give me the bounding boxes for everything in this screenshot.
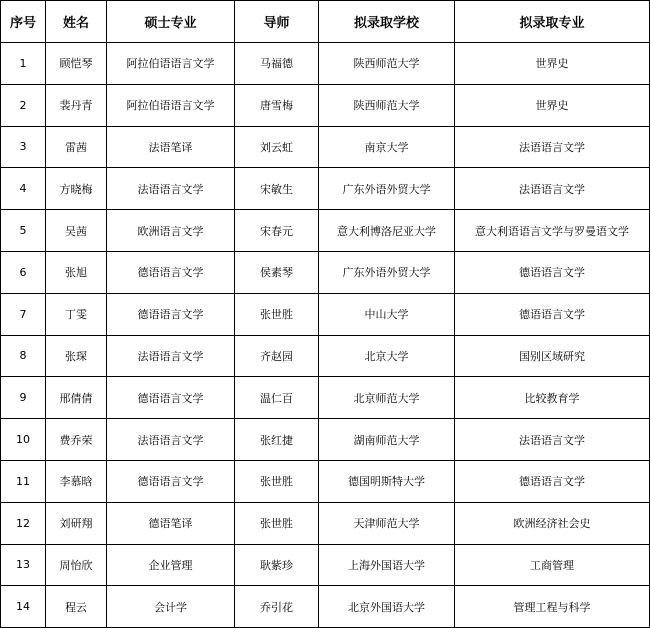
cell-index: 3 — [1, 126, 46, 168]
cell-name: 费乔荣 — [46, 419, 107, 461]
cell-admit-major: 欧洲经济社会史 — [455, 502, 650, 544]
cell-index: 8 — [1, 335, 46, 377]
cell-advisor: 温仁百 — [235, 377, 319, 419]
cell-admit-school: 上海外国语大学 — [319, 544, 455, 586]
cell-advisor: 张世胜 — [235, 460, 319, 502]
table-row — [1, 460, 650, 502]
cell-admit-school: 湖南师范大学 — [319, 419, 455, 461]
cell-master-major: 法语语言文学 — [107, 419, 235, 461]
cell-name: 邢倩倩 — [46, 377, 107, 419]
cell-admit-school: 北京外国语大学 — [319, 586, 455, 628]
cell-admit-school: 广东外语外贸大学 — [319, 251, 455, 293]
cell-index: 5 — [1, 210, 46, 252]
cell-index: 10 — [1, 419, 46, 461]
table-body — [1, 43, 650, 628]
cell-admit-major: 德语语言文学 — [455, 251, 650, 293]
cell-advisor: 张红捷 — [235, 419, 319, 461]
table-row — [1, 502, 650, 544]
cell-advisor: 侯素琴 — [235, 251, 319, 293]
cell-master-major: 德语语言文学 — [107, 251, 235, 293]
cell-master-major: 德语语言文学 — [107, 293, 235, 335]
cell-name: 周怡欣 — [46, 544, 107, 586]
cell-index: 12 — [1, 502, 46, 544]
cell-name: 裴丹青 — [46, 84, 107, 126]
cell-admit-major: 国别区域研究 — [455, 335, 650, 377]
header-master-major: 硕士专业 — [107, 1, 235, 43]
cell-admit-school: 德国明斯特大学 — [319, 460, 455, 502]
cell-advisor: 唐雪梅 — [235, 84, 319, 126]
cell-name: 吴茜 — [46, 210, 107, 252]
cell-index: 2 — [1, 84, 46, 126]
cell-name: 雷茜 — [46, 126, 107, 168]
cell-admit-school: 北京师范大学 — [319, 377, 455, 419]
cell-name: 刘研翔 — [46, 502, 107, 544]
header-index: 序号 — [1, 1, 46, 43]
cell-name: 张琛 — [46, 335, 107, 377]
cell-admit-major: 德语语言文学 — [455, 293, 650, 335]
cell-admit-school: 意大利博洛尼亚大学 — [319, 210, 455, 252]
table-row — [1, 251, 650, 293]
cell-admit-major: 工商管理 — [455, 544, 650, 586]
cell-master-major: 法语语言文学 — [107, 168, 235, 210]
cell-master-major: 法语语言文学 — [107, 335, 235, 377]
header-admit-major: 拟录取专业 — [455, 1, 650, 43]
cell-admit-major: 法语语言文学 — [455, 419, 650, 461]
cell-admit-major: 意大利语语言文学与罗曼语文学 — [455, 210, 650, 252]
table-row — [1, 544, 650, 586]
cell-admit-school: 陕西师范大学 — [319, 43, 455, 85]
cell-master-major: 欧洲语言文学 — [107, 210, 235, 252]
cell-name: 程云 — [46, 586, 107, 628]
cell-name: 方晓梅 — [46, 168, 107, 210]
cell-advisor: 刘云虹 — [235, 126, 319, 168]
cell-index: 13 — [1, 544, 46, 586]
cell-advisor: 齐赵园 — [235, 335, 319, 377]
cell-index: 6 — [1, 251, 46, 293]
cell-admit-major: 德语语言文学 — [455, 460, 650, 502]
cell-master-major: 德语语言文学 — [107, 377, 235, 419]
cell-master-major: 德语笔译 — [107, 502, 235, 544]
table-row — [1, 210, 650, 252]
header-advisor: 导师 — [235, 1, 319, 43]
cell-index: 7 — [1, 293, 46, 335]
cell-advisor: 宋春元 — [235, 210, 319, 252]
table-row — [1, 586, 650, 628]
cell-advisor: 张世胜 — [235, 502, 319, 544]
cell-name: 张旭 — [46, 251, 107, 293]
cell-admit-major: 管理工程与科学 — [455, 586, 650, 628]
cell-index: 4 — [1, 168, 46, 210]
cell-admit-major: 比较教育学 — [455, 377, 650, 419]
cell-master-major: 阿拉伯语语言文学 — [107, 84, 235, 126]
cell-admit-school: 南京大学 — [319, 126, 455, 168]
cell-name: 李慕晗 — [46, 460, 107, 502]
table-row — [1, 335, 650, 377]
cell-advisor: 宋敏生 — [235, 168, 319, 210]
cell-master-major: 阿拉伯语语言文学 — [107, 43, 235, 85]
cell-advisor: 张世胜 — [235, 293, 319, 335]
cell-name: 丁雯 — [46, 293, 107, 335]
cell-name: 顾恺琴 — [46, 43, 107, 85]
cell-index: 1 — [1, 43, 46, 85]
cell-master-major: 会计学 — [107, 586, 235, 628]
cell-admit-major: 世界史 — [455, 84, 650, 126]
cell-advisor: 马福德 — [235, 43, 319, 85]
table-row — [1, 126, 650, 168]
cell-index: 14 — [1, 586, 46, 628]
cell-master-major: 德语语言文学 — [107, 460, 235, 502]
table-row — [1, 43, 650, 85]
table-row — [1, 293, 650, 335]
cell-admit-school: 中山大学 — [319, 293, 455, 335]
cell-admit-school: 北京大学 — [319, 335, 455, 377]
cell-admit-school: 广东外语外贸大学 — [319, 168, 455, 210]
header-admit-school: 拟录取学校 — [319, 1, 455, 43]
cell-admit-school: 天津师范大学 — [319, 502, 455, 544]
cell-master-major: 企业管理 — [107, 544, 235, 586]
table-row — [1, 419, 650, 461]
header-row — [1, 1, 650, 43]
cell-admit-major: 世界史 — [455, 43, 650, 85]
cell-index: 9 — [1, 377, 46, 419]
cell-admit-school: 陕西师范大学 — [319, 84, 455, 126]
cell-admit-major: 法语语言文学 — [455, 126, 650, 168]
header-name: 姓名 — [46, 1, 107, 43]
cell-advisor: 乔引花 — [235, 586, 319, 628]
cell-advisor: 耿紫珍 — [235, 544, 319, 586]
cell-index: 11 — [1, 460, 46, 502]
table-row — [1, 84, 650, 126]
cell-master-major: 法语笔译 — [107, 126, 235, 168]
table-row — [1, 377, 650, 419]
cell-admit-major: 法语语言文学 — [455, 168, 650, 210]
table-row — [1, 168, 650, 210]
